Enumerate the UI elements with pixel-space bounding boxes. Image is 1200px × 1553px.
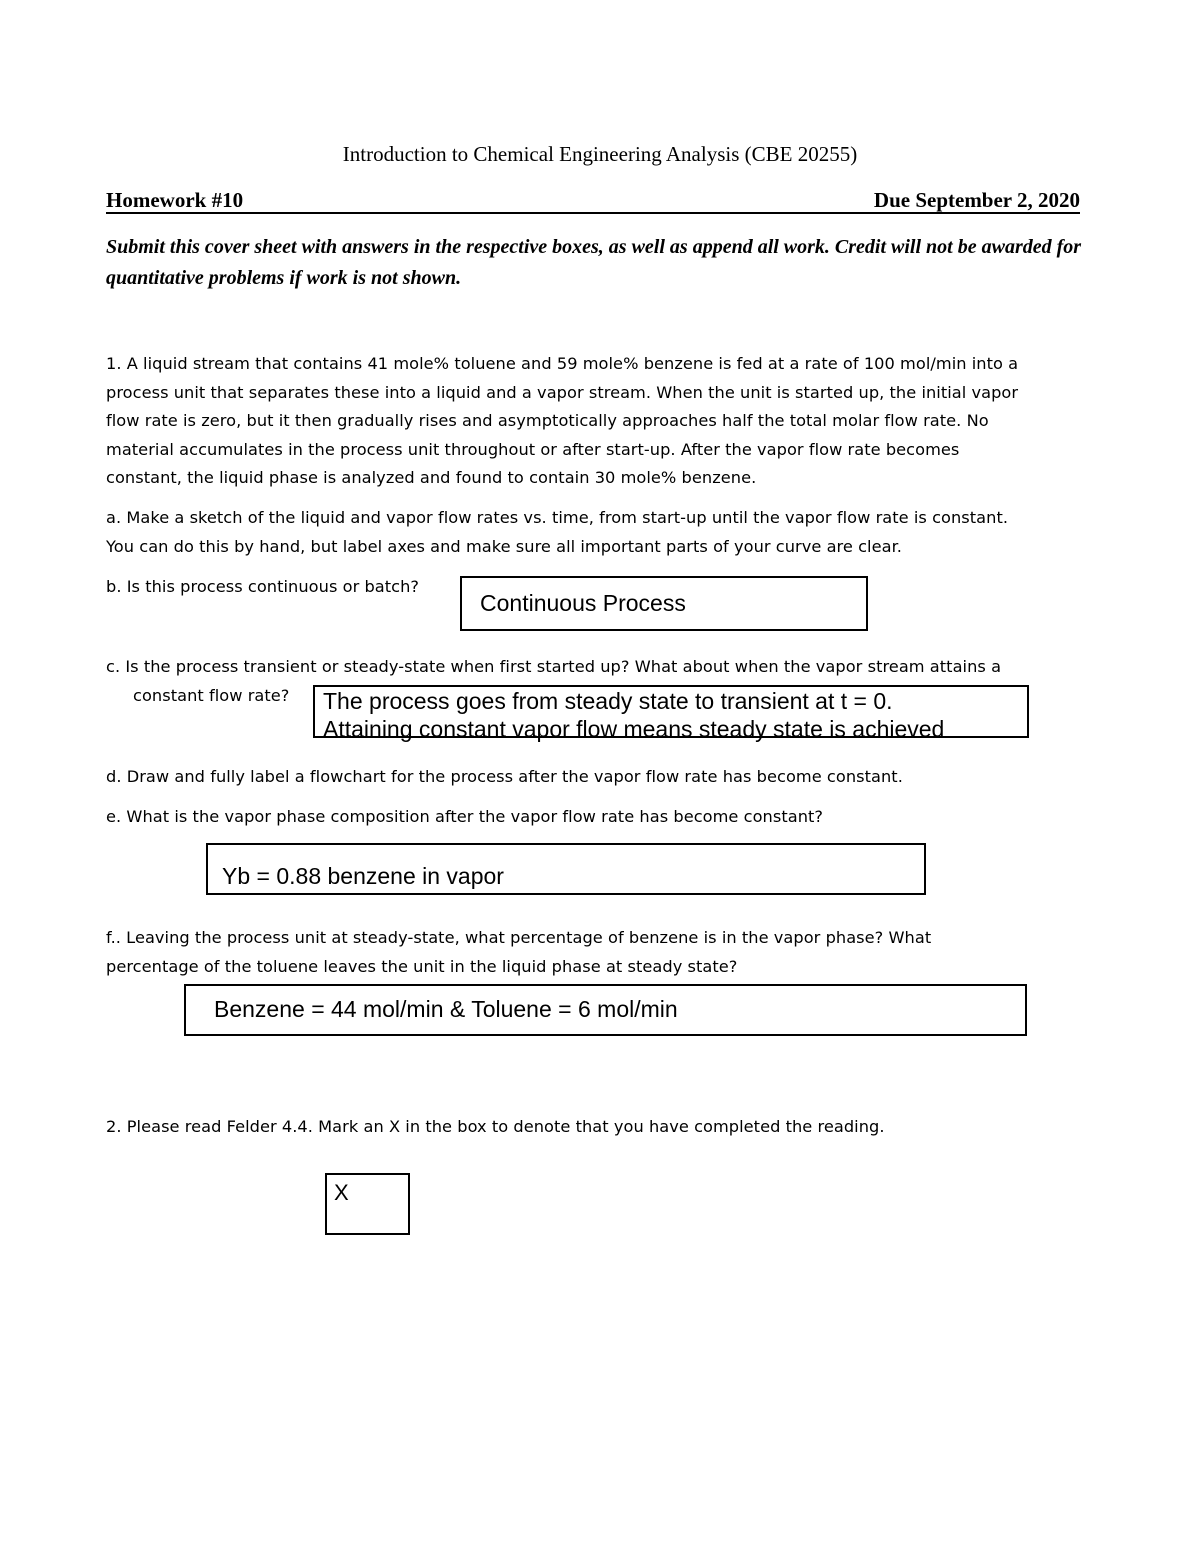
part-c-answer-line2: Attaining constant vapor flow means steady state is achieved — [323, 716, 945, 742]
question-2: 2. Please read Felder 4.4. Mark an X in the box to denote that you have completed the reading. — [106, 1117, 885, 1136]
question-1-line: process unit that separates these into a liquid and a vapor stream. When the unit is started up, the initial vapor — [106, 382, 1019, 402]
reading-complete-mark: X — [334, 1180, 349, 1205]
part-a-question — [106, 504, 1008, 561]
due-date: Due September 2, 2020 — [873, 188, 1080, 212]
part-a-line: a. Make a sketch of the liquid and vapor flow rates vs. time, from start-up until the vapor flow rate is constant. — [106, 508, 1009, 527]
part-e-answer: Yb = 0.88 benzene in vapor — [222, 863, 504, 889]
part-c-question-line2: constant flow rate? — [133, 686, 290, 705]
part-b-answer-box[interactable] — [460, 576, 868, 631]
part-c-answer-box[interactable] — [313, 685, 1029, 742]
question-1-intro — [106, 350, 1018, 493]
part-d-question: d. Draw and fully label a flowchart for the process after the vapor flow rate has become constant. — [106, 767, 903, 786]
question-1-line: flow rate is zero, but it then gradually rises and asymptotically approaches half the total molar flow rate. No — [106, 411, 989, 430]
part-b-answer: Continuous Process — [480, 590, 686, 616]
homework-header-row — [106, 188, 1080, 214]
part-e-question: e. What is the vapor phase composition after the vapor flow rate has become constant? — [106, 807, 824, 826]
part-f-answer: Benzene = 44 mol/min & Toluene = 6 mol/min — [214, 996, 678, 1022]
part-f-question-line2: percentage of the toluene leaves the unit in the liquid phase at steady state? — [106, 957, 738, 976]
submission-instructions: Submit this cover sheet with answers in the respective boxes, as well as append all work. Credit will not be awarded for quantitative problems if work is not shown. — [106, 236, 1082, 289]
question-1-line: 1. A liquid stream that contains 41 mole% toluene and 59 mole% benzene is fed at a rate of 100 mol/min into a — [106, 354, 1019, 373]
part-b-question: b. Is this process continuous or batch? — [106, 577, 420, 596]
homework-number: Homework #10 — [106, 188, 244, 212]
question-1-line: constant, the liquid phase is analyzed and found to contain 30 mole% benzene. — [106, 468, 757, 487]
part-f-question-line1: f.. Leaving the process unit at steady-state, what percentage of benzene is in the vapor phase? What — [106, 928, 932, 947]
question-1-line: material accumulates in the process unit throughout or after start-up. After the vapor flow rate becomes — [106, 439, 960, 459]
part-c-question-line1: c. Is the process transient or steady-state when first started up? What about when the vapor stream attains a — [106, 657, 1002, 676]
reading-complete-checkbox[interactable] — [325, 1173, 410, 1235]
page-title: Introduction to Chemical Engineering Analysis (CBE 20255) — [342, 142, 858, 166]
part-a-line: You can do this by hand, but label axes and make sure all important parts of your curve are clear. — [106, 536, 902, 556]
part-f-answer-box[interactable] — [184, 984, 1027, 1036]
part-c-answer-line1: The process goes from steady state to transient at t = 0. — [323, 688, 893, 714]
part-e-answer-box[interactable] — [206, 843, 926, 895]
